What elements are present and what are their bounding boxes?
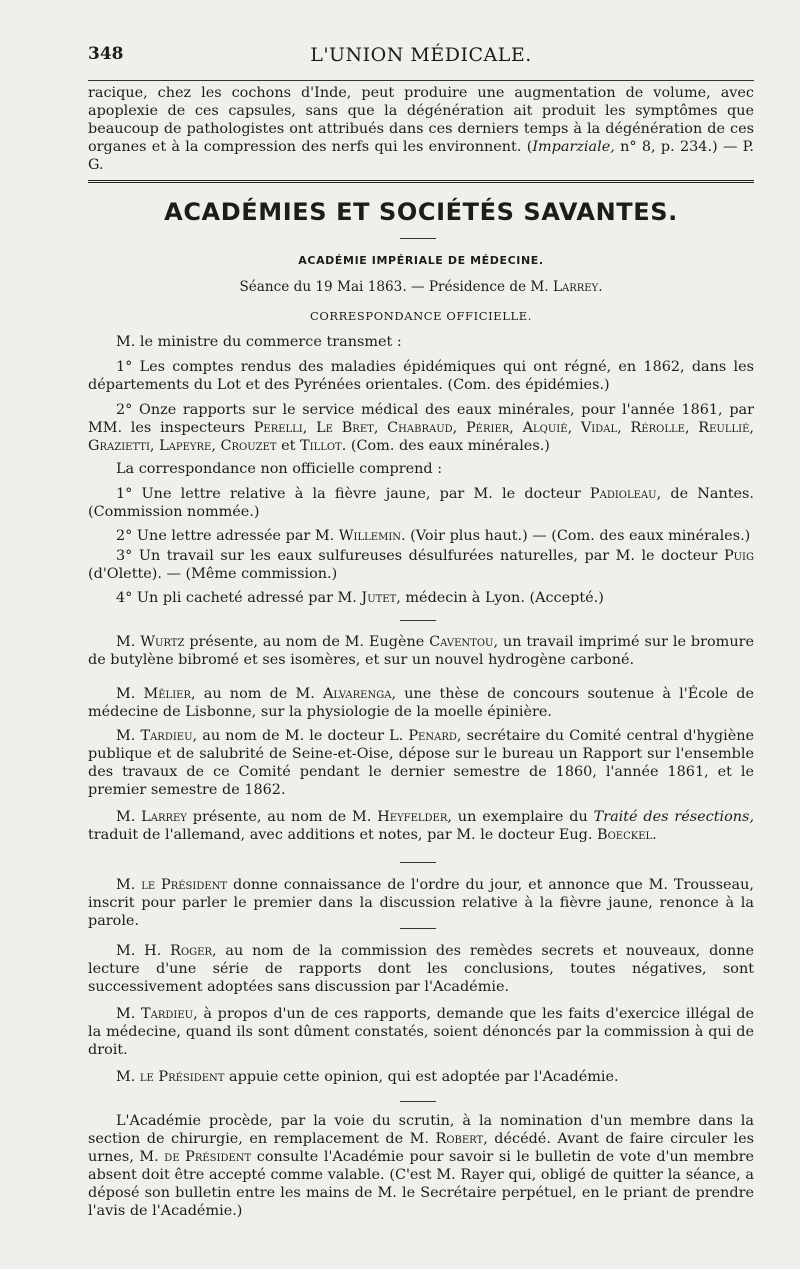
header-rule xyxy=(88,80,754,81)
paragraph-item-1: 1° Les comptes rendus des maladies épidémiques qui ont régné, en 1862, dans les départements du Lot et des Pyrénées orientales. (Com. des épidémies.) xyxy=(88,359,754,393)
paragraph-tardieu-1: M. Tardieu, au nom de M. le docteur L. Penard, secrétaire du Comité central d'hygiène publique et de salubrité de Seine-et-Oise, dépose sur le bureau un Rapport sur l'ensemble des travaux de ce Comité pendant le dernier semestre de 1860, l'année 1861, et le premier semestre de 1862. xyxy=(88,728,754,798)
paragraph-item-2: 2° Onze rapports sur le service médical des eaux minérales, pour l'année 1861, par MM. les inspecteurs Perelli, Le Bret, Chabraud, Périer, Alquié, Vidal, Rérolle, Reullié, Grazietti, Lapeyre, Crouzet et Tillot. (Com. des eaux minérales.) xyxy=(88,402,754,454)
paragraph-unofficial-1: 1° Une lettre relative à la fièvre jaune, par M. le docteur Padioleau, de Nantes. (Commission nommée.) xyxy=(88,486,754,520)
academy-title: ACADÉMIE IMPÉRIALE DE MÉDECINE. xyxy=(298,254,544,267)
paragraph-tardieu-2: M. Tardieu, à propos d'un de ces rapports, demande que les faits d'exercice illégal de la médecine, quand ils sont dûment constatés, soient dénoncés par la commission à qui de droit. xyxy=(88,1006,754,1058)
intro-paragraph: racique, chez les cochons d'Inde, peut produire une augmentation de volume, avec apoplexie de ces capsules, sans que la dégénération ait produit les symptômes que beaucoup de pathologistes ont attribués dans ces derniers temps à la dégénération de ces organes et à la compression des nerfs qui les environnent. (Imparziale, n° 8, p. 234.) — P. G. xyxy=(88,85,754,173)
section-separator xyxy=(88,180,754,183)
short-rule xyxy=(400,928,436,929)
short-rule xyxy=(400,238,436,239)
paragraph-wurtz: M. Wurtz présente, au nom de M. Eugène Caventou, un travail imprimé sur le bromure de butylène bibromé et ses isomères, et sur un nouvel hydrogène carboné. xyxy=(88,634,754,668)
page-number: 348 xyxy=(88,44,124,64)
paragraph-unofficial: La correspondance non officielle comprend : xyxy=(116,461,443,477)
short-rule xyxy=(400,1101,436,1102)
paragraph-unofficial-3: 3° Un travail sur les eaux sulfureuses désulfurées naturelles, par M. le docteur Puig (d'Olette). — (Même commission.) xyxy=(88,548,754,582)
paragraph-larrey: M. Larrey présente, au nom de M. Heyfelder, un exemplaire du Traité des résections, traduit de l'allemand, avec additions et notes, par M. le docteur Eug. Boeckel. xyxy=(88,809,755,843)
paragraph-president-1: M. le Président donne connaissance de l'ordre du jour, et annonce que M. Trousseau, inscrit pour parler le premier dans la discussion relative à la fièvre jaune, renonce à la parole. xyxy=(88,877,754,929)
paragraph-roger: M. H. Roger, au nom de la commission des remèdes secrets et nouveaux, donne lecture d'une série de rapports dont les conclusions, toutes négatives, sont successivement adoptées sans discussion par l'Académie. xyxy=(88,943,754,995)
paragraph-unofficial-2: 2° Une lettre adressée par M. Willemin. (Voir plus haut.) — (Com. des eaux minérales.) xyxy=(116,528,751,544)
paragraph-final: L'Académie procède, par la voie du scrutin, à la nomination d'un membre dans la section de chirurgie, en remplacement de M. Robert, décédé. Avant de faire circuler les urnes, M. de Président consulte l'Académie pour savoir si le bulletin de vote d'un membre absent doit être accepté comme valable. (C'est M. Rayer qui, obligé de quitter la séance, a déposé son bulletin entre les mains de M. le Secrétaire perpétuel, en le priant de prendre l'avis de l'Académie.) xyxy=(88,1113,755,1219)
section-title: ACADÉMIES ET SOCIÉTÉS SAVANTES. xyxy=(164,198,678,226)
paragraph-unofficial-4: 4° Un pli cacheté adressé par M. Jutet, médecin à Lyon. (Accepté.) xyxy=(116,590,604,606)
paragraph-melier: M. Mêlier, au nom de M. Alvarenga, une thèse de concours soutenue à l'École de médecine de Lisbonne, sur la physiologie de la moelle épinière. xyxy=(88,686,754,720)
paragraph-minister: M. le ministre du commerce transmet : xyxy=(116,334,402,350)
journal-title: L'UNION MÉDICALE. xyxy=(310,44,532,66)
short-rule xyxy=(400,620,436,621)
page-header xyxy=(88,44,754,74)
paragraph-president-2: M. le Président appuie cette opinion, qui est adoptée par l'Académie. xyxy=(116,1069,619,1085)
short-rule xyxy=(400,862,436,863)
session-line: Séance du 19 Mai 1863. — Présidence de M. Larrey. xyxy=(239,279,603,295)
correspondence-title: CORRESPONDANCE OFFICIELLE. xyxy=(309,309,533,323)
